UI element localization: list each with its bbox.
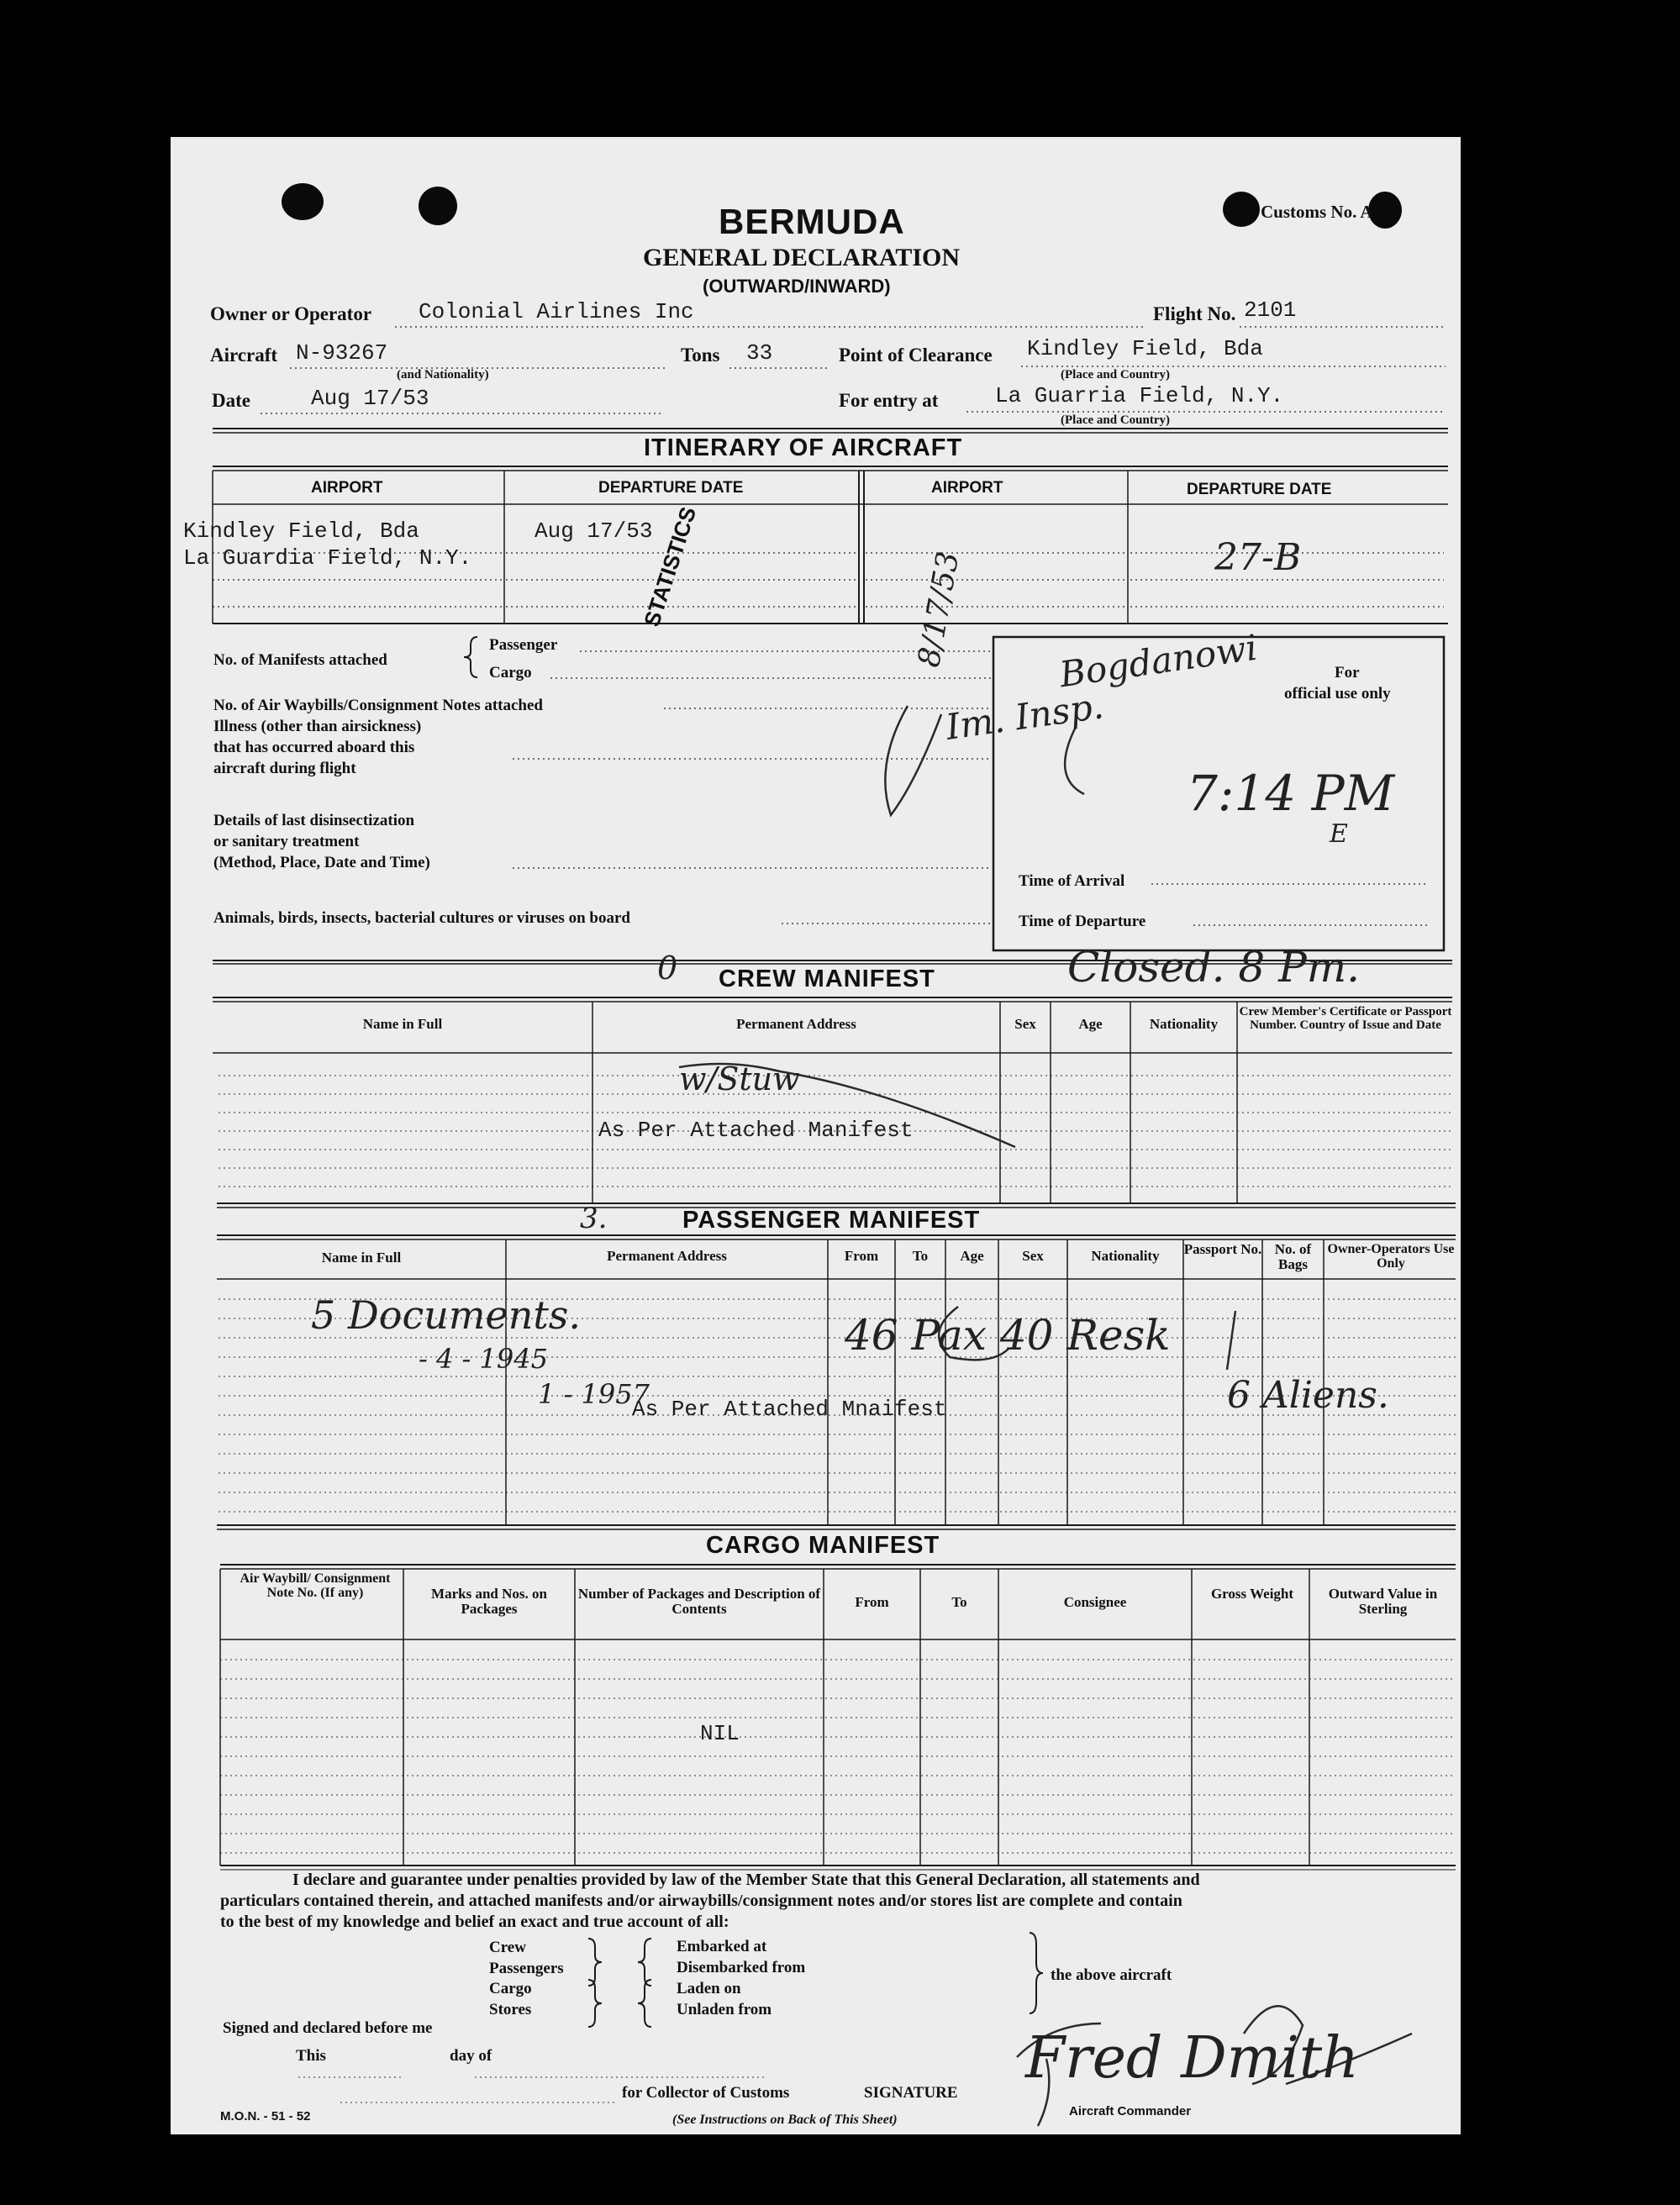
entry-label: For entry at (839, 390, 939, 411)
crew-col-sex: Sex (1014, 1016, 1036, 1032)
form-subtitle: GENERAL DECLARATION (643, 244, 961, 271)
date-value[interactable]: Aug 17/53 (311, 386, 429, 411)
declaration-line-2: particulars contained therein, and attached manifests and/or airwaybills/consignment notes and/or stores list are complete and contain (220, 1892, 1182, 1910)
aircraft-label: Aircraft (210, 345, 278, 366)
cargo-col-to: To (951, 1594, 967, 1610)
passenger-col-owner: Owner-Operators Use Only (1327, 1242, 1455, 1271)
entry-value[interactable]: La Guarria Field, N.Y. (995, 383, 1284, 408)
passenger-col-nationality: Nationality (1091, 1248, 1160, 1264)
departure-label: Time of Departure (1019, 913, 1146, 930)
decl-disembarked: Disembarked from (677, 1959, 806, 1976)
decl-stores: Stores (489, 2001, 532, 2018)
passenger-col-age: Age (960, 1248, 984, 1264)
tons-value[interactable]: 33 (746, 340, 773, 366)
illness-label-1: Illness (other than airsickness) (213, 718, 422, 735)
clearance-value[interactable]: Kindley Field, Bda (1027, 336, 1263, 361)
decl-the-above: the above aircraft (1051, 1966, 1172, 1984)
passenger-manifests-label: Passenger (489, 636, 558, 654)
cargo-col-marks: Marks and Nos. on Packages (431, 1586, 547, 1617)
passenger-title: PASSENGER MANIFEST (682, 1207, 981, 1234)
itinerary-col-airport-1: AIRPORT (311, 479, 383, 497)
cargo-col-consignee: Consignee (1063, 1594, 1127, 1610)
itinerary-code: 27-B (1214, 536, 1302, 579)
passenger-col-sex: Sex (1022, 1248, 1044, 1264)
decl-passengers: Passengers (489, 1960, 564, 1977)
crew-hand-note: Closed. 8 Pm. (1067, 943, 1361, 992)
cargo-col-value: Outward Value in Sterling (1328, 1586, 1438, 1617)
footer-note: (See Instructions on Back of This Sheet) (672, 2113, 898, 2127)
commander-label: Aircraft Commander (1069, 2104, 1192, 2118)
commander-signature: Fred Dmith (1025, 2025, 1359, 2092)
official-for: For (1335, 664, 1360, 681)
declaration-line-1: I declare and guarantee under penalties provided by law of the Member State that this General Declaration, all statements and (292, 1871, 1200, 1889)
tons-label: Tons (681, 345, 720, 366)
crew-col-name: Name in Full (362, 1016, 443, 1032)
arrival-label: Time of Arrival (1019, 872, 1125, 890)
decl-cargo: Cargo (489, 1980, 532, 1997)
owner-value[interactable]: Colonial Airlines Inc (419, 299, 694, 324)
footer-code: M.O.N. - 51 - 52 (220, 2109, 311, 2123)
itinerary-title: ITINERARY OF AIRCRAFT (644, 434, 963, 461)
flight-value[interactable]: 2101 (1244, 297, 1297, 323)
passenger-col-name: Name in Full (321, 1250, 402, 1266)
passenger-entry[interactable]: As Per Attached Mnaifest (632, 1397, 947, 1422)
itinerary-col-airport-2: AIRPORT (931, 479, 1003, 497)
date-label: Date (212, 390, 250, 411)
passenger-col-to: To (912, 1248, 929, 1264)
clearance-sub: (Place and Country) (1061, 368, 1170, 382)
day-label: day of (450, 2047, 492, 2065)
cargo-col-waybill: Air Waybill/ Consignment Note No. (If any) (240, 1571, 391, 1600)
passenger-col-from: From (844, 1248, 879, 1264)
official-hand-date: 8/17/53 (912, 549, 966, 671)
illness-label-3: aircraft during flight (213, 760, 356, 777)
statistics-stamp: STATISTICS (639, 503, 702, 630)
passenger-hand-aliens: 6 Aliens. (1227, 1374, 1389, 1417)
itinerary-airport-2[interactable]: La Guardia Field, N.Y. (183, 545, 472, 571)
flight-label: Flight No. (1153, 303, 1236, 324)
itinerary-col-date-2: DEPARTURE DATE (1187, 481, 1332, 498)
aircraft-sub: (and Nationality) (397, 368, 489, 382)
official-hand-e: E (1330, 819, 1348, 849)
decl-laden: Laden on (677, 1980, 741, 1997)
official-use-only: official use only (1284, 685, 1391, 703)
owner-label: Owner or Operator (210, 303, 372, 324)
clearance-label: Point of Clearance (839, 345, 993, 366)
crew-title: CREW MANIFEST (719, 966, 935, 992)
crew-col-address: Permanent Address (736, 1016, 856, 1032)
customs-number: Customs No. A (1261, 202, 1373, 222)
decl-unladen: Unladen from (677, 2001, 772, 2018)
itinerary-airport-1[interactable]: Kindley Field, Bda (183, 518, 419, 544)
passenger-hand-line2: - 4 - 1945 (419, 1343, 548, 1375)
official-hand-time: 7:14 PM (1187, 765, 1395, 822)
illness-label-2: that has occurred aboard this (213, 739, 415, 756)
crew-entry[interactable]: As Per Attached Manifest (598, 1118, 914, 1143)
animals-label: Animals, birds, insects, bacterial cultures or viruses on board (213, 909, 630, 927)
signed-label: Signed and declared before me (223, 2019, 433, 2037)
official-hand-name: Bogdanowi (1056, 626, 1260, 696)
official-hand-insp: Im. Insp. (943, 685, 1107, 748)
itinerary-date-1[interactable]: Aug 17/53 (535, 518, 653, 544)
cargo-col-from: From (855, 1594, 889, 1610)
crew-col-nationality: Nationality (1149, 1016, 1219, 1032)
cargo-manifests-label: Cargo (489, 664, 532, 681)
aircraft-value[interactable]: N-93267 (296, 340, 388, 366)
crew-hand-zero: 0 (657, 950, 678, 987)
passenger-hand-line3: 1 - 1957 (538, 1378, 650, 1410)
decl-crew: Crew (489, 1939, 526, 1956)
passenger-col-bags: No. of Bags (1274, 1241, 1312, 1272)
entry-sub: (Place and Country) (1061, 413, 1170, 427)
form-title: BERMUDA (719, 202, 905, 241)
disinsect-label-3: (Method, Place, Date and Time) (213, 854, 430, 871)
waybills-label: No. of Air Waybills/Consignment Notes attached (213, 697, 543, 714)
crew-scribble: w/Stuw (679, 1060, 800, 1097)
crew-col-age: Age (1078, 1016, 1103, 1032)
itinerary-col-date-1: DEPARTURE DATE (598, 479, 744, 497)
manifests-label: No. of Manifests attached (213, 651, 387, 669)
form-direction: (OUTWARD/INWARD) (703, 276, 891, 297)
disinsect-label-2: or sanitary treatment (213, 833, 360, 850)
declaration-line-3: to the best of my knowledge and belief an exact and true account of all: (220, 1913, 729, 1931)
signature-label: SIGNATURE (864, 2084, 958, 2102)
passenger-col-address: Permanent Address (607, 1248, 727, 1264)
decl-embarked: Embarked at (677, 1938, 767, 1955)
passenger-hand-documents: 5 Documents. (311, 1292, 582, 1338)
cargo-title: CARGO MANIFEST (706, 1532, 940, 1559)
passenger-col-passport: Passport No. (1183, 1241, 1262, 1257)
passenger-hand-count: 46 Pax 40 Resk (845, 1311, 1171, 1360)
cargo-col-packages: Number of Packages and Description of Contents (577, 1586, 821, 1617)
crew-col-certificate: Crew Member's Certificate or Passport Number. Country of Issue and Date (1239, 1005, 1452, 1032)
passenger-hand-three: 3. (580, 1202, 608, 1235)
cargo-col-weight: Gross Weight (1210, 1586, 1294, 1602)
this-label: This (296, 2047, 326, 2065)
cargo-entry[interactable]: NIL (700, 1721, 740, 1746)
collector-label: for Collector of Customs (622, 2084, 790, 2102)
disinsect-label-1: Details of last disinsectization (213, 812, 415, 829)
